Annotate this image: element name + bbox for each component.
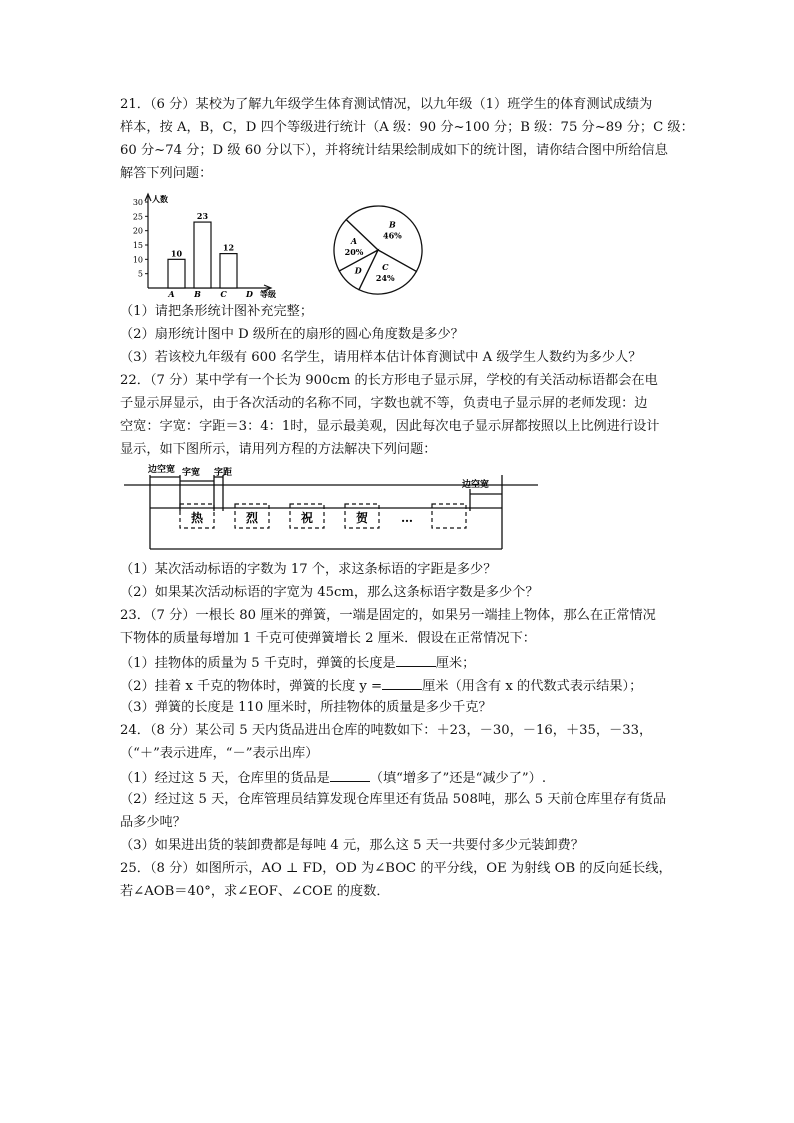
y-tick-label: 30 [132, 198, 143, 207]
q21-line-3: 60 分~74 分；D 级 60 分以下），并将统计结果绘制成如下的统计图，请你结合图中所给信息 [120, 143, 668, 158]
q22-line-1: 22．（7 分）某中学有一个长为 900cm 的长方形电子显示屏，学校的有关活动标语都会在电 [120, 373, 658, 388]
x-tick-label: D [246, 289, 253, 298]
pie-label: D [354, 265, 362, 276]
q23-sub-2-text: （2）挂着 x 千克的物体时，弹簧的长度 y = [120, 679, 383, 694]
x-tick-label: A [168, 289, 175, 298]
pie-value-label: 20% [344, 246, 364, 257]
y-tick-label: 20 [132, 226, 143, 236]
char-1: 热 [190, 511, 204, 525]
q21-sub-2: （2）扇形统计图中 D 级所在的扇形的圆心角度数是多少？ [120, 327, 464, 342]
q22-sub-1: （1）某次活动标语的字数为 17 个，求这条标语的字距是多少？ [120, 562, 497, 577]
ellipsis: … [401, 511, 413, 525]
q22-line-4: 显示，如下图所示，请用列方程的方法解决下列问题： [120, 442, 437, 457]
q22-line-3: 空宽：字宽：字距＝3：4：1时，显示最美观，因此每次电子显示屏都按照以上比例进行设计 [120, 419, 660, 434]
q23-line-2: 下物体的质量每增加 1 千克可使弹簧增长 2 厘米．假设在正常情况下： [120, 631, 536, 646]
label-margin-left: 边空宽 [148, 465, 176, 475]
q21-sub-3: （3）若该校九年级有 600 名学生，请用样本估计体育测试中 A 级学生人数约为多少人？ [120, 350, 642, 365]
char-3: 祝 [300, 511, 314, 525]
pie-value-label: 24% [375, 273, 395, 284]
pie-label: B [388, 219, 396, 230]
bar-C [220, 254, 237, 288]
q25-line-1: 25．（8 分）如图所示，AO ⊥ FD，OD 为∠BOC 的平分线，OE 为射线 OB 的反向延长线， [120, 861, 672, 876]
pie-value-label: 46% [383, 230, 402, 241]
pie-label: C [382, 262, 389, 273]
q21-line-1: 21．（6 分）某校为了解九年级学生体育测试情况，以九年级（1）班学生的体育测试成绩为 [120, 97, 653, 112]
q23-sub-1 [120, 654, 475, 672]
answer-blank[interactable] [382, 677, 422, 690]
bar-value-label: 23 [196, 211, 209, 222]
q21-line-4: 解答下列问题： [120, 166, 213, 181]
q23-sub-2-unit: 厘米（用含有 x 的代数式表示结果）； [422, 679, 643, 694]
bar-value-label: 12 [222, 242, 235, 253]
y-tick-label: 5 [137, 269, 143, 279]
bar-A [168, 259, 185, 288]
q23-sub-2 [120, 677, 642, 695]
q23-sub-1-text: （1）挂物体的质量为 5 千克时，弹簧的长度是 [120, 656, 396, 671]
q22-line-2: 子显示屏显示，由于各次活动的名称不同，字数也就不等，负责电子显示屏的老师发现：边 [120, 396, 648, 411]
bar-chart [122, 188, 292, 298]
q21-sub-1: （1）请把条形统计图补充完整； [120, 304, 314, 319]
pie-label: A [350, 235, 358, 246]
q24-sub-1 [120, 769, 546, 787]
q22-sub-2: （2）如果某次活动标语的字宽为 45cm，那么这条标语字数是多少个？ [120, 585, 539, 600]
y-tick-label: 25 [132, 212, 143, 222]
x-axis-label: 等级 [260, 289, 276, 298]
q24-line-1: 24．（8 分）某公司 5 天内货品进出仓库的吨数如下：＋23，－30，－16，＋35，－33， [120, 723, 653, 738]
label-char-gap: 字距 [214, 468, 233, 478]
y-axis-label: 人数 [152, 194, 168, 204]
q24-line-2: （“＋”表示进库，“－”表示出库） [120, 746, 319, 761]
q24-sub-1-hint: （填“增多了”还是“减少了”）. [369, 771, 547, 786]
label-char-width: 字宽 [182, 468, 201, 478]
pie-chart [330, 202, 426, 298]
bar-value-label: 10 [170, 248, 183, 259]
answer-blank[interactable] [396, 654, 436, 667]
q24-sub-1-text: （1）经过这 5 天，仓库里的货品是 [120, 771, 330, 786]
bar-B [194, 222, 211, 288]
char-2: 烈 [245, 511, 259, 525]
q24-sub-2-line-2: 品多少吨？ [120, 815, 186, 830]
q24-sub-2-line-1: （2）经过这 5 天，仓库管理员结算发现仓库里还有货品 508吨，那么 5 天前仓库里存有货品 [120, 792, 667, 807]
q21-line-2: 样本，按 A，B，C，D 四个等级进行统计（A 级：90 分~100 分；B 级：75 分~89 分；C 级： [120, 120, 694, 135]
answer-blank[interactable] [330, 769, 370, 782]
q23-sub-3: （3）弹簧的长度是 110 厘米时，所挂物体的质量是多少千克？ [120, 700, 492, 715]
y-tick-label: 10 [132, 255, 143, 265]
y-tick-label: 15 [132, 241, 143, 250]
q23-line-1: 23．（7 分）一根长 80 厘米的弹簧，一端是固定的，如果另一端挂上物体，那么在正常情况 [120, 608, 656, 623]
char-4: 贺 [355, 511, 369, 525]
display-screen-diagram [120, 461, 540, 561]
q25-line-2: 若∠AOB＝40°，求∠EOF、∠COE 的度数． [120, 884, 390, 899]
x-tick-label: B [194, 289, 201, 298]
q24-sub-3: （3）如果进出货的装卸费都是每吨 4 元，那么这 5 天一共要付多少元装卸费？ [120, 838, 584, 853]
x-tick-label: C [220, 289, 227, 298]
label-margin-right: 边空宽 [462, 480, 490, 490]
q23-sub-1-unit: 厘米； [435, 656, 476, 671]
